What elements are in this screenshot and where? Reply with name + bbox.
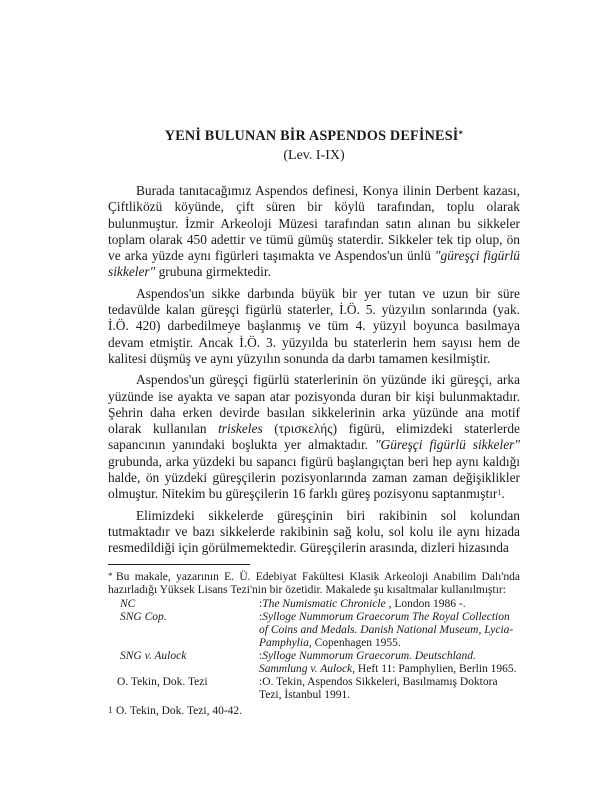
paragraph-3 (108, 372, 520, 502)
paragraph-1 (108, 183, 520, 281)
abbr-value-rest: :O. Tekin, Aspendos Sikkeleri, Basılmamış Doktora Tezi, İstanbul 1991. (259, 675, 498, 701)
paragraph-4: Elimizdeki sikkelerde güreşçinin biri rakibinin sol kolundan tutmaktadır ve bazı sikkelerde rakibinin sağ kolu, sol kolu ile aynı hizada resmedildiği için görülmemektedir. Güreşçilerin arasında, dizleri hizasında (108, 507, 520, 556)
paragraph-1-italic: "güreşçi figürlü sikkeler" (108, 248, 520, 280)
abbr-key: NC (120, 597, 136, 610)
article-title (108, 128, 520, 145)
paragraph-3-italic-group: "Güreşçi figürlü sikkeler" (374, 437, 520, 453)
paragraph-3-text-c: grubunda, arka yüzdeki bu sapancı figürü başlangıçtan beri hep aynı kaldığı halde, ön yüzdeki güreşçilerin pozisyonlarında zaman zaman değişiklikler olmuştur. Nitekim bu güreşçilerin 16 farklı güreş pozisyonu saptanmıştır (108, 453, 520, 502)
abbr-value: :Sylloge Nummorum Graecorum The Royal Collection of Coins and Medals. Danish National Museum, Lycia-Pamphylia, Copenhagen 1955. (259, 610, 514, 649)
article-page (108, 128, 520, 718)
abbr-row (108, 611, 520, 650)
footnote-1-mark: 1 (108, 704, 113, 715)
paragraph-3-end: . (501, 486, 505, 502)
abbr-row (108, 676, 520, 702)
paragraph-2: Aspendos'un sikke darbında büyük bir yer tutan ve uzun bir süre tedavülde kalan güreşçi figürlü staterler, İ.Ö. 5. yüzyılın sonlarında (yak. İ.Ö. 420) darbedilmeye başlanmış ve tüm 4. yüzyıl boyunca basılmaya devam etmiştir. Ancak İ.Ö. 3. yüzyılda bu staterlerin hem sayısı hem de kalitesi düşmüş ve aynı yüzyılın sonunda da darbı tamamen kesilmiştir. (108, 285, 520, 366)
footnote-star-text: Bu makale, yazarının E. Ü. Edebiyat Fakültesi Klasik Arkeoloji Anabilim Dalı'nda hazırladığı Yüksek Lisans Tezi'nin bir özetidir. Makalede şu kısaltmalar kullanılmıştır: (108, 570, 520, 596)
abbr-value (259, 676, 520, 702)
footnote-separator (108, 564, 250, 565)
paragraph-3-italic-triskeles: triskeles (218, 421, 263, 437)
article-body (108, 183, 520, 557)
footnote-1-text: O. Tekin, Dok. Tezi, 40-42. (116, 704, 243, 717)
footnotes (108, 571, 520, 719)
abbr-value: :The Numismatic Chronicle , London 1986 -. (259, 597, 466, 610)
footnote-1 (108, 705, 520, 718)
footnote-star-mark: * (108, 570, 113, 581)
title-footnote-mark: * (458, 129, 464, 139)
abbr-value-rest: Heft 11: Pamphylien, Berlin 1965. (355, 662, 517, 675)
abbr-value-italic: The Numismatic Chronicle (262, 597, 386, 610)
footnote-star (108, 571, 520, 597)
abbr-value-rest: , London 1986 -. (385, 597, 466, 610)
plate-reference: (Lev. I-IX) (283, 148, 345, 163)
abbr-key: SNG v. Aulock (120, 649, 187, 662)
paragraph-1-text-a: Burada tanıtacağımız Aspendos definesi, Konya ilinin Derbent kazası, Çiftliközü köyünde, çift süren bir köylü tarafından, toplu olarak bulunmuştur. İzmir Arkeoloji Müzesi tarafından satın alınan bu sikkeler toplam olarak 450 adettir ve tümü gümüş staterdir. Sikkeler tek tip olup, ön ve arka yüzde aynı figürleri taşımakta ve Aspendos'un ünlü (108, 183, 520, 264)
title-text: YENİ BULUNAN BİR ASPENDOS DEFİNESİ (164, 128, 459, 144)
abbr-row (108, 650, 520, 676)
abbr-value-italic: Sylloge Nummorum Graecorum. Deutschland. Sammlung v. Aulock, (259, 649, 476, 675)
abbr-key: SNG Cop. (120, 610, 167, 623)
abbr-value-italic: Sylloge Nummorum Graecorum The Royal Collection of Coins and Medals. Danish National Museum, Lycia-Pamphylia, (259, 610, 514, 649)
paragraph-3-text-b: (τρισκελής) figürü, elimizdeki staterlerde sapancının yanındaki boşlukta yer almaktadır. (108, 421, 520, 453)
paragraph-1-text-b: grubuna girmektedir. (155, 264, 271, 280)
footnote-1-reference: 1 (497, 488, 502, 498)
abbr-key: O. Tekin, Dok. Tezi (117, 675, 208, 688)
abbreviations-table (108, 598, 520, 702)
abbr-value-rest: Copenhagen 1955. (311, 636, 401, 649)
abbr-value: :Sylloge Nummorum Graecorum. Deutschland. Sammlung v. Aulock, Heft 11: Pamphylien, Berlin 1965. (259, 649, 517, 675)
abbr-row (108, 598, 520, 611)
paragraph-3-text-a: Aspendos'un güreşçi figürlü staterlerinin ön yüzünde iki güreşçi, arka yüzünde ise ayakta ve sapan atar pozisyonda duran bir kişi bulunmaktadır. Şehrin daha erken devirde basılan sikkelerinin arka yüzünde ana motif olarak kullanılan (108, 372, 520, 437)
